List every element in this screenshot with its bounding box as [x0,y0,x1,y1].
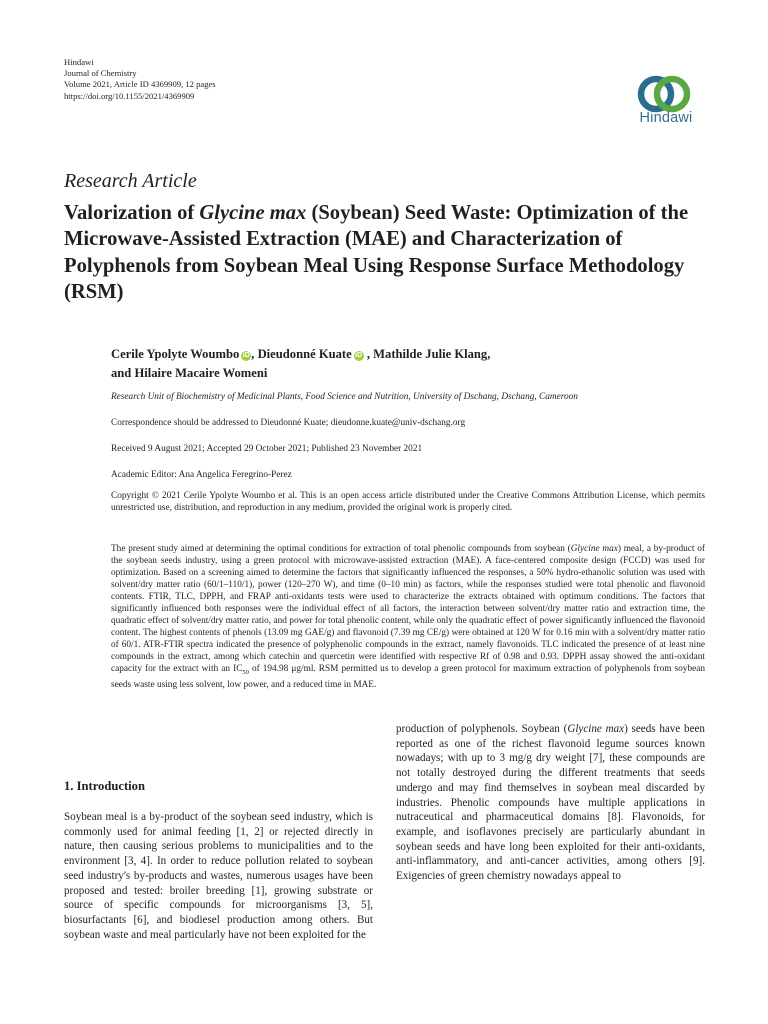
author-2[interactable]: , Dieudonné Kuate [251,347,352,361]
academic-editor: Academic Editor: Ana Angelica Feregrino-Perez [111,470,292,480]
copyright-notice: Copyright © 2021 Cerile Ypolyte Woumbo et al. This is an open access article distributed under the Creative Commons Attribution License, which permits unrestricted use, distribution, and reproduction in any medium, provided the original work is properly cited. [111,491,705,513]
author-list [111,345,671,382]
author-3[interactable]: , Mathilde Julie Klang, [366,347,491,361]
section-heading: 1. Introduction [64,779,145,793]
correspondence: Correspondence should be addressed to Dieudonné Kuate; dieudonne.kuate@univ-dschang.org [111,418,466,428]
intro-species: Glycine max [567,723,625,735]
affiliation: Research Unit of Biochemistry of Medicinal Plants, Food Science and Nutrition, University of Dschang, Dschang, Cameroon [111,392,578,402]
author-4[interactable]: and Hilaire Macaire Womeni [111,365,268,380]
doi-link[interactable]: https://doi.org/10.1155/2021/4369909 [64,90,195,101]
orcid-icon[interactable]: iD [242,352,250,359]
title-part-1: Valorization of [64,202,200,224]
publication-dates: Received 9 August 2021; Accepted 29 October 2021; Published 23 November 2021 [111,444,423,454]
volume-line: Volume 2021, Article ID 4369909, 12 pages [64,79,216,90]
publisher-name: Hindawi [64,57,94,67]
article-type: Research Article [64,170,197,192]
abstract [111,543,705,691]
abstract-text-3: of 194.98 μg/ml. RSM permitted us to develop a green protocol for maximum extraction of polyphenols from soybean seeds waste using less solvent, low power, and a reduced time in MAE. [111,664,705,690]
journal-name: Journal of Chemistry [64,68,137,79]
author-1[interactable]: Cerile Ypolyte Woumbo [111,347,240,361]
abstract-species: Glycine max [570,544,618,554]
intro-right-text-2: ) seeds have been reported as one of the richest flavonoid legume sources known nowadays; with up to 3 mg/g dry weight [7], these compounds are not totally destroyed during the different treatments that seeds undergo and may find themselves in soybean meal discarded by industries. Phenolic compounds have multiple applications in nutraceutical and pharmaceutical domains [8]. Flavonoids, for example, and isoflavones precisely are particularly abundant in soybean seeds and have long been exploited for their anti-oxidants, anti-inflammatory, and anti-cancer activities, among others [9]. Exigencies of green chemistry nowadays appeal to [396,723,705,883]
hindawi-logo-text: Hindawi [639,110,693,126]
journal-meta [64,57,216,102]
abstract-text-1: The present study aimed at determining the optimal conditions for extraction of total phenolic compounds from soybean ( [111,544,571,554]
orcid-icon[interactable]: iD [355,352,363,359]
intro-column-left: Soybean meal is a by-product of the soybean seed industry, which is commonly used for animal feeding [1, 2] or rejected directly in nature, then causing serious problems to municipalities and to the environment [3, 4]. In order to reduce pollution related to soybean seed industry's by-products and wastes, numerous usages have been proposed and tested: broiler breeding [1], growing substrate or source of specific compounds for microorganisms [3, 5], biosurfactants [6], and biodiesel production among others. But soybean waste and meal particularly have not been exploited for the [64,811,373,941]
abstract-text-2: ) meal, a by-product of the soybean seeds industry, using a green protocol with microwave-assisted extraction (MAE). A face-centered composite design (FCCD) was used for optimization. Based on a screening aimed to determine the factors that significantly influenced the responses, a 50% hydro-ethanolic solution was used with solvent/dry matter ratio (60/1–110/1), power (120–270 W), and time (0–10 min) as factors, while the responses studied were total phenolic and flavonoid contents. FTIR, TLC, DPPH, and FRAP anti-oxidants tests were used to characterize the extracts obtained with optimum conditions. The factors that significantly influenced both responses were the individual effect of all factors, the interaction between solvent/dry matter ratio and extraction time, the quadratic effect of solvent/dry matter ratio, and power for total phenolic content, while only the quadratic effect of power significantly influenced the flavonoid content. The highest contents of phenols (13.09 mg GAE/g) and flavonoid (7.39 mg CE/g) were obtained at 120 W for 0.16 min with a solvent/dry matter ratio of 60/1. ATR-FTIR spectra indicated the presence of polyphenolic compounds in the extract, namely flavonoids. TLC indicated the presence of at least nine compounds in the extract, among which catechin and quercetin were identified with respective Rf of 0.98 and 0.93. DPPH assay showed the anti-oxidant capacity for the extract with an IC [111,544,705,674]
abstract-subscript: 50 [242,668,249,676]
title-species: Glycine max [199,202,307,224]
intro-right-text-1: production of polyphenols. Soybean ( [396,723,568,735]
title-part-2: (Soybean) Seed Waste: Optimization of the Microwave-Assisted Extraction (MAE) and Characterization of Polyphenols from Soybean Meal Using Response Surface Methodology (RSM) [64,202,689,304]
article-title [64,200,714,306]
intro-column-right [396,722,705,884]
